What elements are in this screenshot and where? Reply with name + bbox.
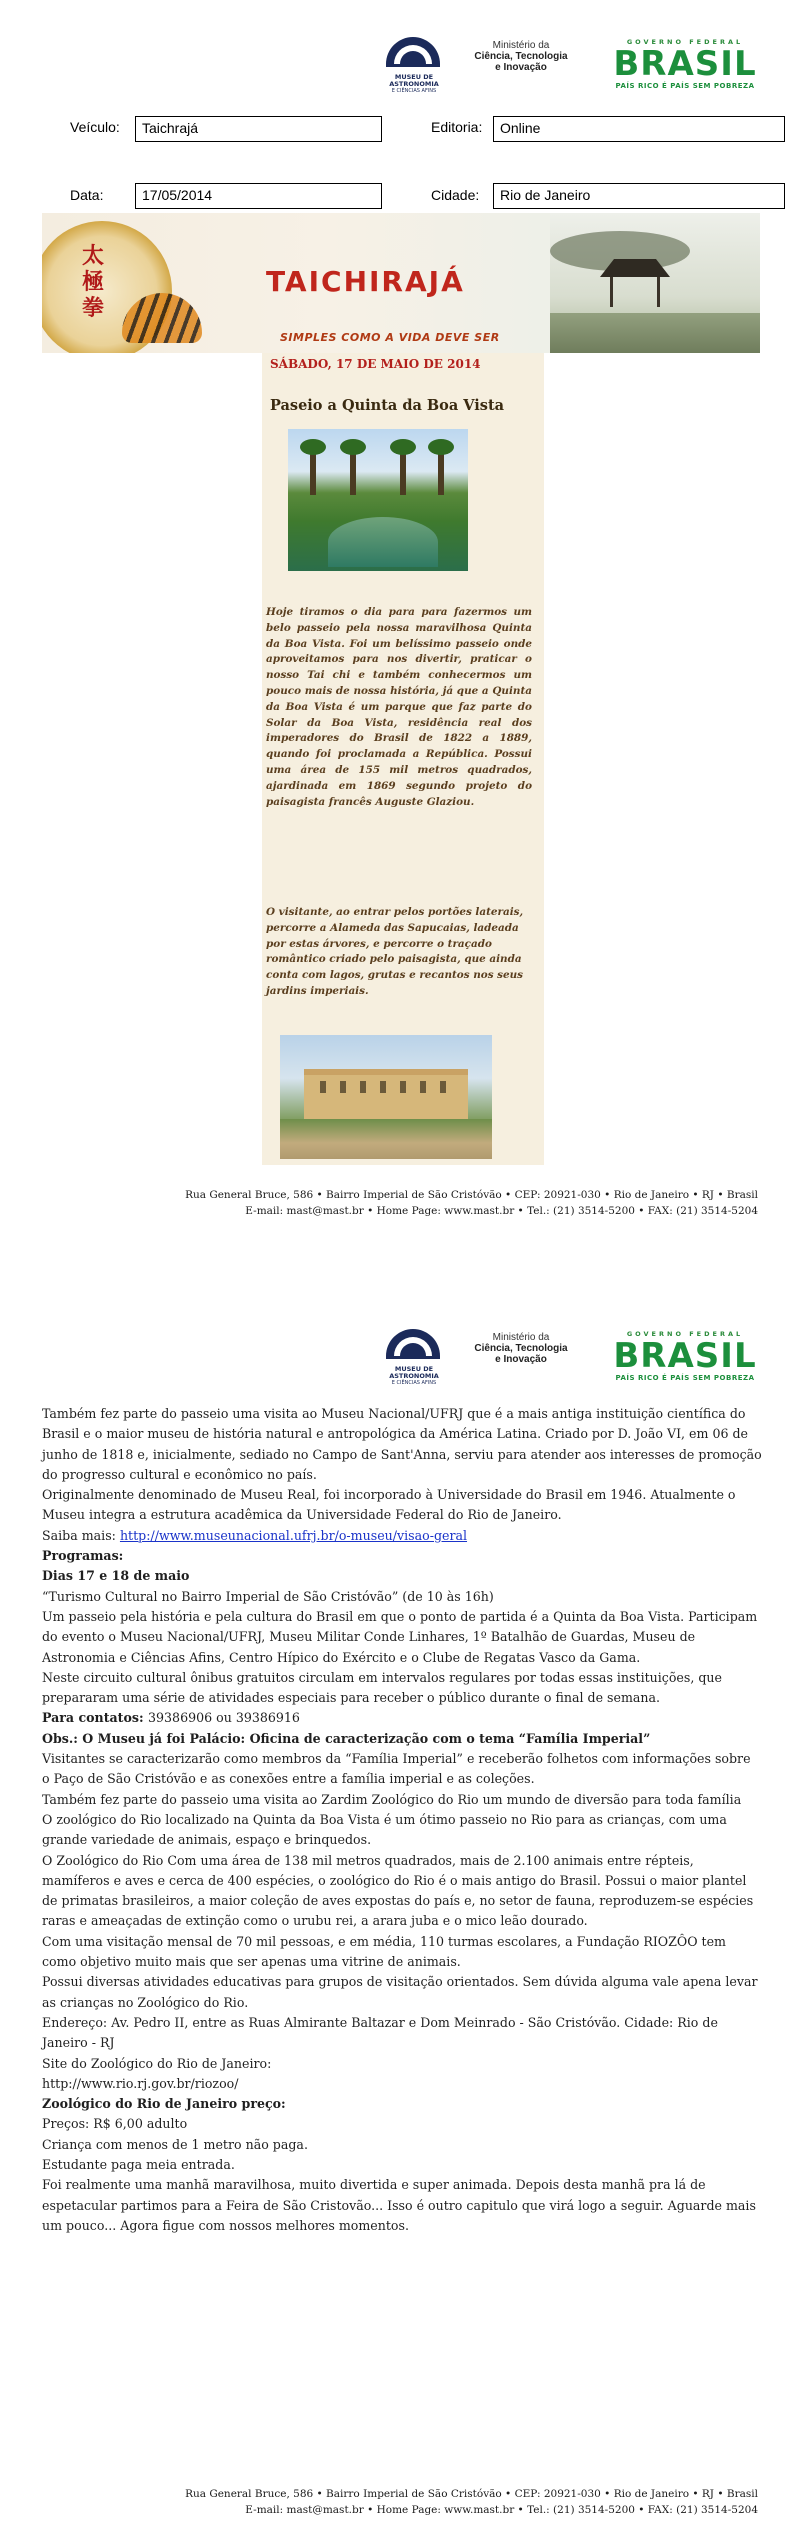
zoo-url: http://www.rio.rj.gov.br/riozoo/ [42,2075,239,2091]
post-body-2: O visitante, ao entrar pelos portões laterais, percorre a Alameda das Sapucaias, ladeada por estas árvores, e percorre o traçado romântico criado pelo paisagista, que ainda conta com lagos, grutas e recantos nos seus jardins imperiais. [266,906,524,997]
brasil-gov: GOVERNO FEDERAL [626,38,744,46]
paragraph: O zoológico do Rio localizado na Quinta da Boa Vista é um ótimo passeio no Rio para as crianças, com uma grande variedade de animais, espaço e brinquedos. [42,1811,727,1848]
preco-heading: Zoológico do Rio de Janeiro preço: [42,2096,286,2112]
ministry-line3: e Inovação [495,62,547,73]
blog-banner [42,213,760,353]
brasil-word: BRASIL [600,46,770,82]
paragraph: Foi realmente uma manhã maravilhosa, muito divertida e super animada. Depois desta manhã pra lá de espetacular partimos para a Feira de São Cristovão... Isso é outro capitulo que virá logo a seguir. Aguarde mais um pouco... Agora figue com nossos melhores momentos. [42,2177,756,2233]
page1-footer [58,1187,758,1219]
data-label: Data: [70,187,104,203]
palace-building [304,1069,468,1119]
paragraph: Originalmente denominado de Museu Real, foi incorporado à Universidade do Brasil em 1946. Atualmente o Museu integra a estrutura acadêmica da Universidade Federal do Rio de Janeiro. [42,1487,736,1523]
article-body [42,1404,762,2236]
pavilion-scene [550,213,760,353]
saiba-label: Saiba mais: [42,1527,120,1543]
saiba-mais [42,1526,762,1546]
mast-logo-sub: E CIÊNCIAS AFINS [391,88,437,94]
footer-address: Rua General Bruce, 586 • Bairro Imperial de São Cristóvão • CEP: 20921-030 • Rio de Janeiro • RJ • Brasil [185,1189,758,1201]
mast-logo-name: MUSEU DE ASTRONOMIA [389,1365,439,1380]
brasil-word: BRASIL [600,1338,770,1374]
blog-post [262,353,544,1165]
palm-crown [390,439,416,455]
brasil-slogan: PAÍS RICO É PAÍS SEM POBREZA [615,1374,755,1382]
programas-heading: Programas: [42,1548,124,1564]
paragraph: Criança com menos de 1 metro não paga. [42,2136,308,2152]
cidade-field: Rio de Janeiro [493,183,785,209]
editoria-field: Online [493,116,785,142]
banner-subtitle: SIMPLES COMO A VIDA DEVE SER [280,331,500,344]
cidade-label: Cidade: [431,187,480,203]
palace-window [420,1081,426,1093]
palace-window [440,1081,446,1093]
paragraph: Estudante paga meia entrada. [42,2156,235,2172]
palace-photo [280,1035,492,1159]
paragraph: Também fez parte do passeio uma visita ao Museu Nacional/UFRJ que é a mais antiga instituição científica do Brasil e o maior museu de história natural e antropológica da América Latina. Criado por D. João VI, em 06 de junho de 1818 e, inicialmente, sediado no Campo de Sant'Anna, serviu para atender aos interesses de promoção do progresso cultural e econômico no país. [42,1406,762,1482]
palm-crown [428,439,454,455]
palace-window [340,1081,346,1093]
museu-link[interactable]: http://www.museunacional.ufrj.br/o-museu/visao-geral [119,1527,468,1543]
palace-window [360,1081,366,1093]
park-lake-photo [288,429,468,571]
ministry-logo [462,40,580,73]
brasil-logo [600,1330,770,1386]
ministry-line1: Ministério da [492,40,550,51]
ministry-line1: Ministério da [492,1332,550,1343]
palace-window [380,1081,386,1093]
brasil-logo [600,38,770,94]
paragraph: Possui diversas atividades educativas para grupos de visitação orientados. Sem dúvida alguma vale apena levar as crianças no Zoológico do Rio. [42,1974,758,2010]
contatos-value: 39386906 ou 39386916 [148,1710,300,1726]
pavilion-ground [550,313,760,353]
mast-logo-text [384,74,444,95]
editoria-label: Editoria: [431,119,483,135]
ministry-line2: Ciência, Tecnologia [474,1343,568,1354]
mast-logo-name: MUSEU DE ASTRONOMIA [389,73,439,88]
paragraph: Preços: R$ 6,00 adulto [42,2116,188,2132]
banner-title: TAICHIRAJÁ [266,265,465,298]
palm-crown [300,439,326,455]
ministry-line3: e Inovação [495,1354,547,1365]
paragraph: Site do Zoológico do Rio de Janeiro: [42,2055,272,2071]
page2-header [0,1322,800,1392]
lake [328,517,438,567]
paragraph: Um passeio pela história e pela cultura do Brasil em que o ponto de partida é a Quinta da Boa Vista. Participam do evento o Museu Nacional/UFRJ, Museu Militar Conde Linhares, 1º Batalhão de Guardas, Museu de Astronomia e Ciências Afins, Centro Hípico do Exército e o Clube de Regatas Vasco da Gama. [42,1608,758,1665]
banner-kanji: 太極拳 [82,243,105,321]
footer-contact: E-mail: mast@mast.br • Home Page: www.mast.br • Tel.: (21) 3514-5200 • FAX: (21) 3514-5204 [245,2504,758,2516]
paragraph: “Turismo Cultural no Bairro Imperial de São Cristóvão” (de 10 às 16h) [42,1588,494,1604]
contatos [42,1708,762,1728]
ministry-logo [462,1332,580,1365]
post-title: Paseio a Quinta da Boa Vista [270,397,505,414]
post-body-1: Hoje tiramos o dia para para fazermos um belo passeio pela nossa maravilhosa Quinta da Boa Vista. Foi um belíssimo passeio onde aproveitamos para nos divertir, praticar o nosso Tai chi e também conhecermos um pouco mais de nossa história, já que a Quinta da Boa Vista é um parque que faz parte do Solar da Boa Vista, residência real dos imperadores do Brasil de 1822 a 1889, quando foi proclamada a República. Possui uma área de 155 mil metros quadrados, ajardinada em 1869 segundo projeto do paisagista francês Auguste Glaziou. [266,606,532,808]
obs-heading: Obs.: O Museu já foi Palácio: Oficina de caracterização com o tema “Família Imperial” [42,1730,651,1746]
paragraph: Neste circuito cultural ônibus gratuitos circulam em intervalos regulares por todas essas instituições, que prepararam uma série de atividades especiais para receber o público durante o final de semana. [42,1669,722,1706]
mast-logo-sub: E CIÊNCIAS AFINS [391,1380,437,1386]
paragraph: Com uma visitação mensal de 70 mil pessoas, e em média, 110 turmas escolares, a Fundação RIOZÔO tem como objetivo muito mais que ser apenas uma vitrine de animais. [42,1933,726,1970]
data-field: 17/05/2014 [135,183,382,209]
paragraph: O Zoológico do Rio Com uma área de 138 mil metros quadrados, mais de 2.100 animais entre répteis, mamíferos e aves e cerca de 400 espécies, o zoológico do Rio é o mais antigo do Brasil. Possui o maior plantel de primatas brasileiros, a maior coleção de aves expostas do país e, no setor de fauna, reproduzem-se espécies raras e ameaçadas de extinção como o urubu rei, a arara juba e o mico leão dourado. [42,1852,754,1929]
palm-crown [340,439,366,455]
paragraph: Também fez parte do passeio uma visita ao Zardim Zoológico do Rio um mundo de diversão para toda família [42,1791,742,1807]
page1-header [0,30,800,100]
brasil-gov: GOVERNO FEDERAL [626,1330,744,1338]
page2-footer [58,2486,758,2518]
palace-lawn [280,1119,492,1159]
contatos-label: Para contatos: [42,1710,149,1726]
mast-logo-text [384,1366,444,1387]
footer-address: Rua General Bruce, 586 • Bairro Imperial de São Cristóvão • CEP: 20921-030 • Rio de Janeiro • RJ • Brasil [185,2488,758,2500]
post-date: SÁBADO, 17 DE MAIO DE 2014 [270,357,481,371]
paragraph: Visitantes se caracterizarão como membros da “Família Imperial” e receberão folhetos com informações sobre o Paço de São Cristóvão e as conexões entre a família imperial e as coleções. [42,1751,751,1787]
palace-window [320,1081,326,1093]
veiculo-label: Veículo: [70,119,120,135]
pavilion-posts [610,277,660,307]
veiculo-field: Taichrajá [135,116,382,142]
dias-heading: Dias 17 e 18 de maio [42,1568,190,1584]
ministry-line2: Ciência, Tecnologia [474,51,568,62]
footer-contact: E-mail: mast@mast.br • Home Page: www.mast.br • Tel.: (21) 3514-5200 • FAX: (21) 3514-5204 [245,1205,758,1217]
paragraph: Endereço: Av. Pedro II, entre as Ruas Almirante Baltazar e Dom Meinrado - São Cristóvão. Cidade: Rio de Janeiro - RJ [42,2014,718,2051]
brasil-slogan: PAÍS RICO É PAÍS SEM POBREZA [615,82,755,90]
palace-window [400,1081,406,1093]
